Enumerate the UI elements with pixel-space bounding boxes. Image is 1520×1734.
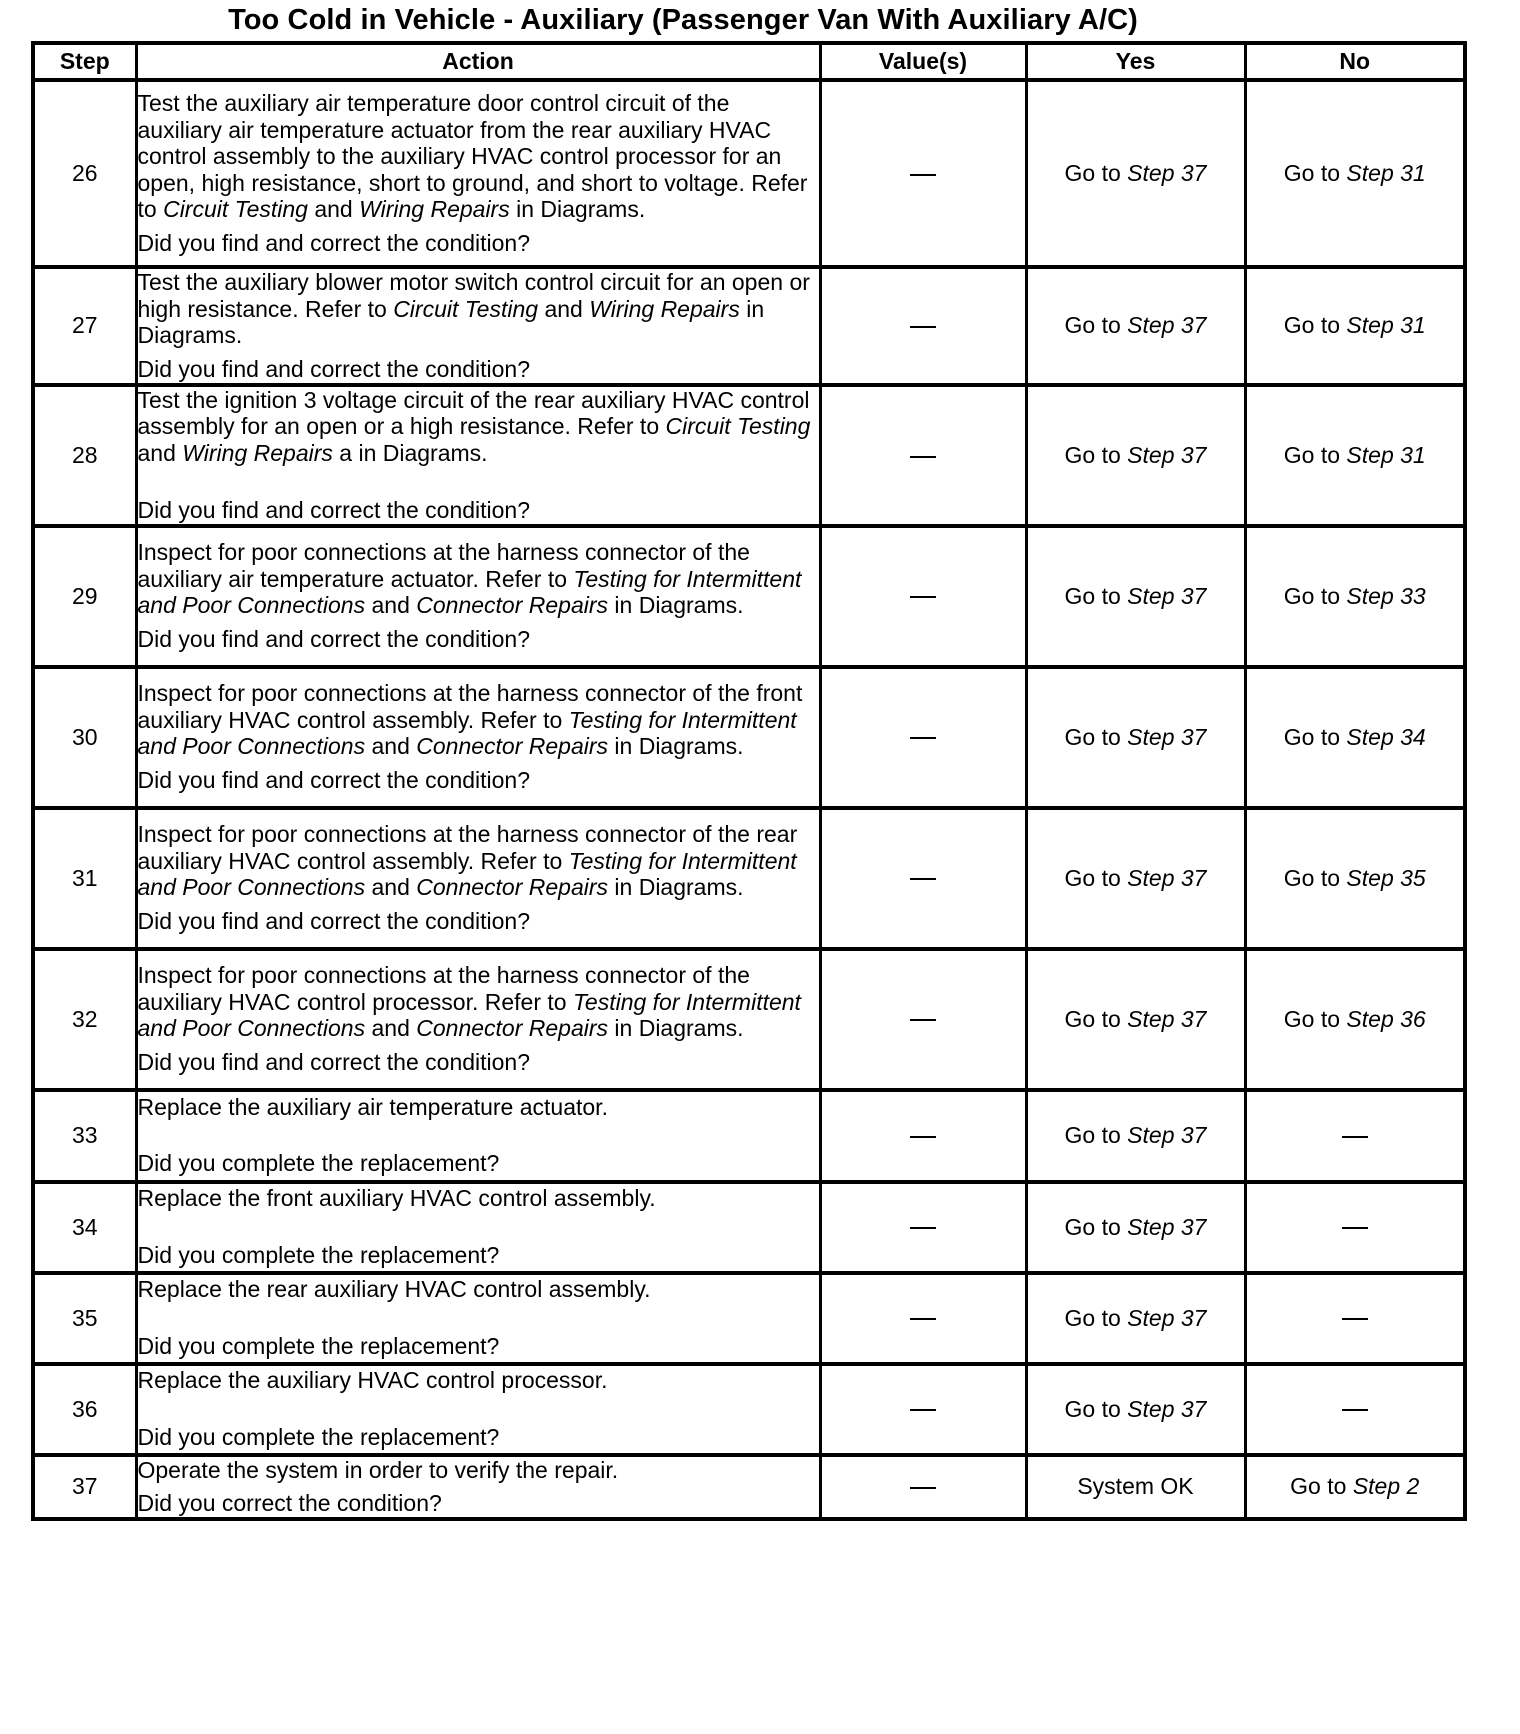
- yes-cell: [1026, 385, 1245, 526]
- action-text: [138, 387, 819, 467]
- action-text-segment: Replace the auxiliary air temperature actuator.: [137, 1093, 608, 1120]
- action-text-segment: and: [538, 295, 590, 322]
- yes-cell: [1026, 667, 1245, 808]
- action-cell: [136, 385, 820, 526]
- value-cell: [820, 526, 1026, 667]
- action-cell: [136, 1364, 820, 1455]
- value-cell: [820, 385, 1026, 526]
- step-number: 29: [33, 526, 136, 667]
- header-step: Step: [33, 43, 136, 80]
- action-text-segment: in Diagrams.: [608, 1015, 744, 1042]
- yes-step-link[interactable]: Step 37: [1127, 160, 1207, 186]
- action-cell: [136, 80, 820, 267]
- action-question: Did you find and correct the condition?: [137, 625, 531, 652]
- action-text-segment: Inspect for poor connections at the harness connector of the rear auxiliary HVAC control assembly. Refer to: [137, 821, 798, 874]
- step-number: 35: [33, 1273, 136, 1364]
- dash-mark: [1342, 1227, 1368, 1229]
- reference-text: Circuit Testing: [393, 295, 539, 322]
- reference-text: Connector Repairs: [416, 1015, 609, 1042]
- value-cell: [820, 808, 1026, 949]
- action-text-segment: in Diagrams.: [608, 733, 744, 760]
- yes-step-link[interactable]: Step 37: [1127, 441, 1207, 468]
- value-cell: [820, 1182, 1026, 1273]
- action-text: [138, 821, 819, 901]
- value-cell: [820, 1273, 1026, 1364]
- step-number: 28: [33, 385, 136, 526]
- dash-mark: [910, 737, 936, 739]
- action-text-segment: Operate the system in order to verify the repair.: [137, 1456, 619, 1483]
- action-cell: [136, 808, 820, 949]
- action-text-segment: Replace the front auxiliary HVAC control assembly.: [137, 1185, 656, 1212]
- no-cell: [1245, 949, 1465, 1090]
- no-step-link[interactable]: Step 33: [1346, 582, 1426, 609]
- yes-goto-label: Go to: [1064, 582, 1128, 609]
- step-number: 30: [33, 667, 136, 808]
- action-cell: [136, 526, 820, 667]
- action-question: Did you find and correct the condition?: [137, 496, 531, 523]
- action-cell: [136, 949, 820, 1090]
- step-number: 26: [33, 80, 136, 267]
- yes-cell: [1026, 1090, 1245, 1182]
- action-cell: [136, 667, 820, 808]
- table-row: [33, 1455, 1465, 1520]
- action-question: Did you find and correct the condition?: [137, 229, 531, 256]
- yes-cell: [1026, 1455, 1245, 1520]
- action-text: [138, 269, 819, 349]
- action-text-segment: and: [365, 733, 417, 760]
- action-text-segment: Replace the auxiliary HVAC control processor.: [137, 1367, 608, 1394]
- table-row: [33, 385, 1465, 526]
- reference-text: Testing for Intermittent and Poor Connections: [137, 565, 802, 619]
- no-cell: [1245, 1364, 1465, 1455]
- action-cell: [136, 267, 820, 385]
- yes-step-link[interactable]: Step 37: [1127, 864, 1207, 891]
- action-text: [138, 962, 819, 1042]
- action-text-segment: in Diagrams.: [509, 196, 646, 223]
- value-cell: [820, 1455, 1026, 1520]
- action-text-segment: and: [365, 874, 417, 901]
- action-question: Did you complete the replacement?: [137, 1150, 500, 1177]
- value-cell: [820, 1090, 1026, 1182]
- reference-text: Circuit Testing: [665, 413, 811, 440]
- no-cell: [1245, 808, 1465, 949]
- reference-text: Wiring Repairs: [589, 295, 740, 322]
- table-row: [33, 267, 1465, 385]
- dash-mark: [910, 878, 936, 880]
- no-goto-label: Go to: [1283, 160, 1347, 186]
- action-text: [138, 1185, 819, 1212]
- action-text-segment: Inspect for poor connections at the harness connector of the auxiliary HVAC control processor. Refer to: [137, 962, 750, 1015]
- value-cell: [820, 80, 1026, 267]
- no-step-link[interactable]: Step 31: [1346, 160, 1426, 186]
- action-text: [138, 680, 819, 760]
- dash-mark: [910, 456, 936, 458]
- reference-text: Testing for Intermittent and Poor Connections: [137, 847, 797, 901]
- action-cell: [136, 1273, 820, 1364]
- action-text: [138, 539, 819, 619]
- no-goto-label: Go to: [1283, 582, 1347, 609]
- procedure-table: [31, 41, 1467, 1521]
- action-text-segment: and: [365, 592, 417, 619]
- dash-mark: [910, 1227, 936, 1229]
- no-cell: [1245, 267, 1465, 385]
- dash-mark: [1342, 1136, 1368, 1138]
- no-cell: [1245, 80, 1465, 267]
- yes-step-link[interactable]: Step 37: [1127, 1395, 1207, 1422]
- no-step-link[interactable]: Step 34: [1346, 723, 1426, 750]
- action-text-segment: and: [365, 1015, 417, 1042]
- dash-mark: [910, 1019, 936, 1021]
- no-goto-label: Go to: [1283, 312, 1347, 339]
- action-text-segment: Inspect for poor connections at the harness connector of the front auxiliary HVAC control assembly. Refer to: [137, 680, 803, 733]
- yes-goto-label: Go to: [1064, 441, 1128, 468]
- yes-cell: [1026, 1182, 1245, 1273]
- no-goto-label: Go to: [1283, 864, 1347, 891]
- no-cell: [1245, 1090, 1465, 1182]
- yes-goto-label: Go to: [1064, 1304, 1128, 1331]
- action-text-segment: and: [137, 439, 183, 466]
- header-row: [33, 43, 1465, 80]
- action-text-segment: Replace the rear auxiliary HVAC control assembly.: [137, 1276, 651, 1303]
- action-text: [138, 1094, 819, 1121]
- table-row: [33, 1182, 1465, 1273]
- dash-mark: [910, 1136, 936, 1138]
- yes-result: System OK: [1077, 1473, 1194, 1500]
- yes-goto-label: Go to: [1064, 1005, 1128, 1032]
- dash-mark: [1342, 1318, 1368, 1320]
- value-cell: [820, 667, 1026, 808]
- no-step-link[interactable]: Step 2: [1352, 1473, 1420, 1500]
- header-yes: Yes: [1026, 43, 1245, 80]
- no-step-link[interactable]: Step 31: [1346, 312, 1426, 339]
- yes-goto-label: Go to: [1064, 723, 1128, 750]
- action-question: Did you find and correct the condition?: [137, 766, 531, 793]
- action-text-segment: Test the auxiliary air temperature door control circuit of the auxiliary air temperature actuator from the rear auxiliary HVAC control assembly to the auxiliary HVAC control processor for an open, high resistance, short to ground, and short to voltage. Refer to: [137, 90, 808, 223]
- action-cell: [136, 1182, 820, 1273]
- dash-mark: [910, 1409, 936, 1411]
- action-question: Did you find and correct the condition?: [137, 1048, 531, 1075]
- value-cell: [820, 1364, 1026, 1455]
- action-question: Did you complete the replacement?: [137, 1332, 500, 1359]
- yes-goto-label: Go to: [1064, 1213, 1128, 1240]
- table-row: [33, 1273, 1465, 1364]
- dash-mark: [910, 1487, 936, 1489]
- step-number: 32: [33, 949, 136, 1090]
- yes-step-link[interactable]: Step 37: [1127, 1005, 1207, 1032]
- no-step-link[interactable]: Step 35: [1346, 864, 1426, 891]
- action-text: [138, 1276, 819, 1303]
- action-question: Did you complete the replacement?: [137, 1423, 500, 1450]
- table-row: [33, 1090, 1465, 1182]
- value-cell: [820, 267, 1026, 385]
- action-text-segment: in Diagrams.: [608, 592, 744, 619]
- action-question: Did you find and correct the condition?: [137, 907, 531, 934]
- yes-goto-label: Go to: [1064, 1395, 1128, 1422]
- action-text-segment: Test the auxiliary blower motor switch control circuit for an open or high resistance. Refer to: [137, 269, 810, 322]
- reference-text: Wiring Repairs: [182, 439, 333, 466]
- header-action: Action: [136, 43, 820, 80]
- header-no: No: [1245, 43, 1465, 80]
- yes-goto-label: Go to: [1064, 1122, 1128, 1149]
- no-cell: [1245, 526, 1465, 667]
- action-text-segment: in Diagrams.: [137, 295, 765, 349]
- yes-cell: [1026, 267, 1245, 385]
- dash-mark: [910, 326, 936, 328]
- yes-step-link[interactable]: Step 37: [1127, 1122, 1207, 1149]
- action-question: Did you find and correct the condition?: [137, 355, 531, 382]
- step-number: 37: [33, 1455, 136, 1520]
- reference-text: Connector Repairs: [416, 592, 609, 619]
- no-step-link[interactable]: Step 36: [1346, 1005, 1426, 1032]
- action-question: Did you correct the condition?: [137, 1490, 442, 1517]
- no-goto-label: Go to: [1290, 1473, 1353, 1500]
- yes-step-link[interactable]: Step 37: [1127, 1213, 1207, 1240]
- header-values: Value(s): [820, 43, 1026, 80]
- action-text-segment: in Diagrams.: [608, 874, 744, 901]
- no-goto-label: Go to: [1283, 1005, 1347, 1032]
- yes-step-link[interactable]: Step 37: [1127, 1304, 1207, 1331]
- step-number: 36: [33, 1364, 136, 1455]
- yes-cell: [1026, 949, 1245, 1090]
- table-body: [33, 80, 1465, 1519]
- yes-step-link[interactable]: Step 37: [1127, 723, 1207, 750]
- dash-mark: [1342, 1409, 1368, 1411]
- step-number: 33: [33, 1090, 136, 1182]
- page-title: Too Cold in Vehicle - Auxiliary (Passenger Van With Auxiliary A/C): [228, 4, 1138, 36]
- yes-goto-label: Go to: [1064, 160, 1128, 186]
- yes-goto-label: Go to: [1064, 864, 1128, 891]
- action-text-segment: Inspect for poor connections at the harness connector of the auxiliary air temperature actuator. Refer to: [137, 539, 750, 592]
- dash-mark: [910, 1318, 936, 1320]
- step-number: 27: [33, 267, 136, 385]
- no-cell: [1245, 385, 1465, 526]
- action-text: [138, 1457, 819, 1484]
- table-row: [33, 1364, 1465, 1455]
- no-cell: [1245, 667, 1465, 808]
- dash-mark: [910, 174, 936, 176]
- no-goto-label: Go to: [1283, 723, 1347, 750]
- dash-mark: [910, 596, 936, 598]
- table-row: [33, 667, 1465, 808]
- no-step-link[interactable]: Step 31: [1346, 441, 1426, 468]
- reference-text: Connector Repairs: [416, 874, 609, 901]
- yes-step-link[interactable]: Step 37: [1127, 312, 1207, 339]
- action-question: Did you complete the replacement?: [137, 1241, 500, 1268]
- no-goto-label: Go to: [1283, 441, 1347, 468]
- yes-goto-label: Go to: [1064, 312, 1128, 339]
- yes-step-link[interactable]: Step 37: [1127, 582, 1207, 609]
- table-row: [33, 808, 1465, 949]
- value-cell: [820, 949, 1026, 1090]
- yes-cell: [1026, 526, 1245, 667]
- action-text-segment: Test the ignition 3 voltage circuit of the rear auxiliary HVAC control assembly for an open or a high resistance. Refer to: [137, 386, 810, 440]
- yes-cell: [1026, 1273, 1245, 1364]
- yes-cell: [1026, 808, 1245, 949]
- table-row: [33, 80, 1465, 267]
- action-cell: [136, 1090, 820, 1182]
- action-text: [138, 1367, 819, 1394]
- yes-cell: [1026, 1364, 1245, 1455]
- reference-text: Connector Repairs: [416, 733, 609, 760]
- no-cell: [1245, 1182, 1465, 1273]
- table-row: [33, 949, 1465, 1090]
- reference-text: Circuit Testing: [163, 196, 308, 223]
- action-cell: [136, 1455, 820, 1520]
- reference-text: Testing for Intermittent and Poor Connections: [137, 706, 797, 760]
- reference-text: Wiring Repairs: [359, 196, 510, 223]
- table-row: [33, 526, 1465, 667]
- yes-cell: [1026, 80, 1245, 267]
- no-cell: [1245, 1455, 1465, 1520]
- step-number: 31: [33, 808, 136, 949]
- action-text: [138, 90, 819, 223]
- step-number: 34: [33, 1182, 136, 1273]
- no-cell: [1245, 1273, 1465, 1364]
- table-header: [33, 43, 1465, 80]
- action-text-segment: a in Diagrams.: [332, 439, 488, 466]
- action-text-segment: and: [307, 196, 360, 223]
- reference-text: Testing for Intermittent and Poor Connections: [137, 988, 801, 1042]
